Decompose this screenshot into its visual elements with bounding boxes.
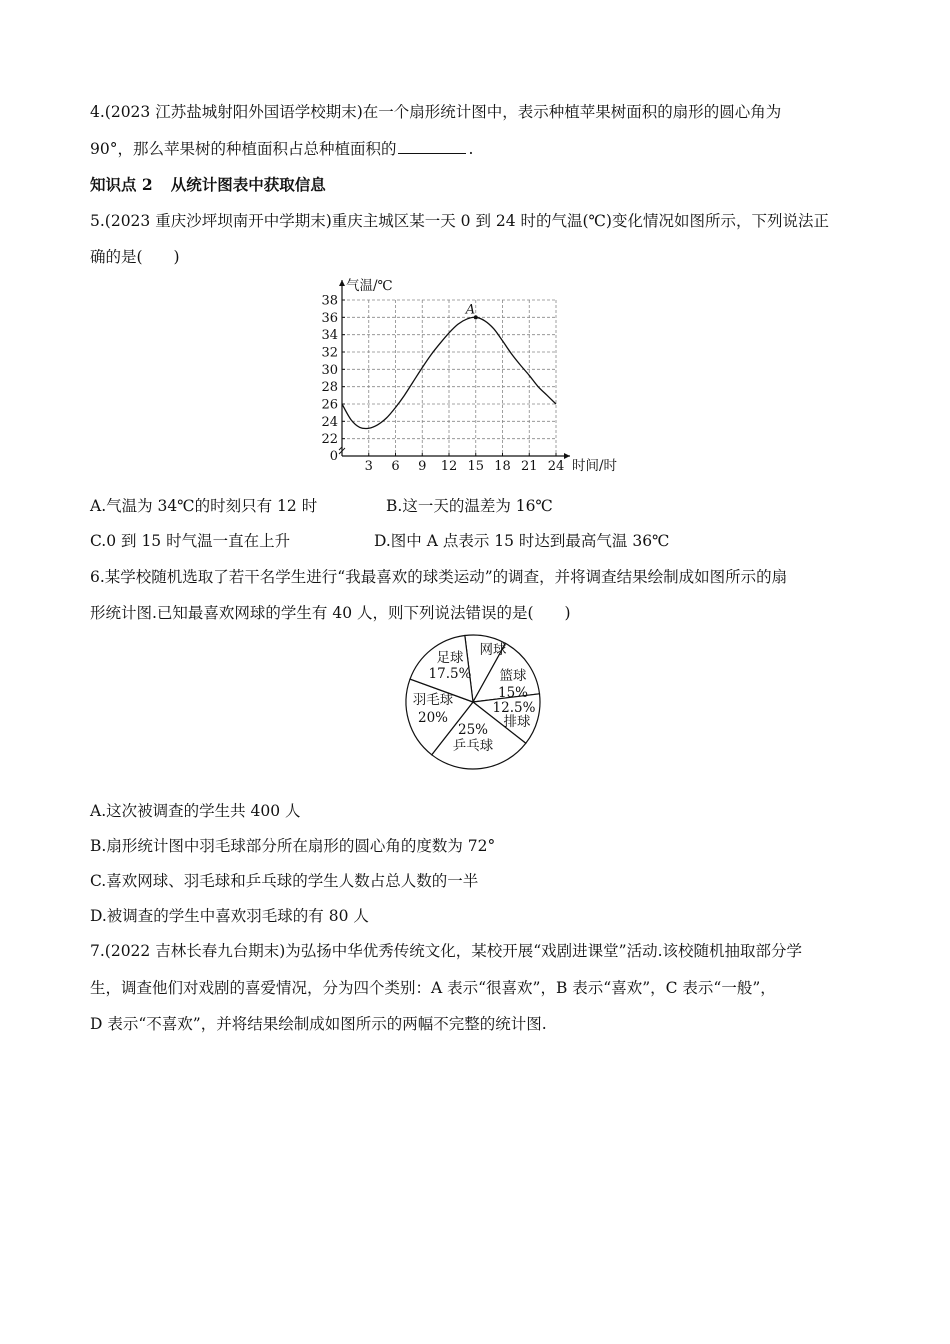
q6-option-a[interactable]: A.这次被调查的学生共 400 人 xyxy=(90,802,301,820)
y-tick-label: 32 xyxy=(321,345,338,361)
pie-label-pct: 20% xyxy=(417,710,449,726)
q6-option-c[interactable]: C.喜欢网球、羽毛球和乒乓球的学生人数占总人数的一半 xyxy=(90,872,479,890)
q5-option-b[interactable]: B.这一天的温差为 16℃ xyxy=(386,497,553,515)
temperature-line-chart xyxy=(320,272,640,478)
q4-line2-text: 90°，那么苹果树的种植面积占总种植面积的 xyxy=(90,140,397,158)
x-tick-label: 18 xyxy=(494,459,511,474)
knowledge-heading xyxy=(90,174,326,196)
x-tick-label: 15 xyxy=(467,459,485,474)
q5-option-a[interactable]: A.气温为 34℃的时刻只有 12 时 xyxy=(90,497,318,515)
pie-label-pct: 25% xyxy=(457,722,489,738)
q5-option-d[interactable]: D.图中 A 点表示 15 时达到最高气温 36℃ xyxy=(374,532,670,550)
y-axis-label: 气温/℃ xyxy=(346,278,393,294)
q6-option-b[interactable]: B.扇形统计图中羽毛球部分所在扇形的圆心角的度数为 72° xyxy=(90,837,496,855)
pie-label-pct: 17.5% xyxy=(428,666,472,682)
x-tick-label: 3 xyxy=(364,459,373,474)
q7-line2: 生，调查他们对戏剧的喜爱情况，分为四个类别：A 表示“很喜欢”，B 表示“喜欢”，C 表示“一般”， xyxy=(90,979,776,997)
q6-line2: 形统计图.已知最喜欢网球的学生有 40 人，则下列说法错误的是( ) xyxy=(90,604,571,622)
pie-label-pct: 15% xyxy=(497,685,529,701)
pie-label-pct: 12.5% xyxy=(492,700,536,716)
y-tick-label: 34 xyxy=(321,328,338,344)
q4-line2 xyxy=(90,138,473,160)
y-tick-label: 28 xyxy=(321,380,338,396)
pie-label-name: 足球 xyxy=(436,650,464,666)
chart-labels xyxy=(321,278,617,474)
x-tick-label: 9 xyxy=(418,459,427,474)
y-tick-label: 38 xyxy=(321,293,338,309)
x-tick-label: 21 xyxy=(520,459,538,474)
pie-label-name: 排球 xyxy=(503,714,531,730)
y-tick-label: 26 xyxy=(321,397,338,413)
sports-pie-chart xyxy=(400,632,550,772)
x-axis-label: 时间/时 xyxy=(572,458,618,474)
q4-line2-end: . xyxy=(468,140,474,158)
point-a-label: A xyxy=(465,302,476,318)
pie-label-name: 羽毛球 xyxy=(412,692,454,708)
x-tick-label: 6 xyxy=(391,459,400,474)
pie-label-name: 篮球 xyxy=(499,668,527,684)
q5-line1: 5.(2023 重庆沙坪坝南开中学期末)重庆主城区某一天 0 到 24 时的气温(℃)变化情况如图所示，下列说法正 xyxy=(90,212,829,230)
knowledge-label: 知识点 2 xyxy=(90,175,153,194)
q4-line1: 4.(2023 江苏盐城射阳外国语学校期末)在一个扇形统计图中，表示种植苹果树面积的扇形的圆心角为 xyxy=(90,103,782,121)
y-tick-label: 24 xyxy=(321,414,338,430)
q5-line2: 确的是( ) xyxy=(90,248,180,266)
x-tick-label: 12 xyxy=(440,459,458,474)
answer-blank xyxy=(398,139,466,154)
y-axis-arrow xyxy=(339,280,345,286)
q6-line1: 6.某学校随机选取了若干名学生进行“我最喜欢的球类运动”的调查，并将调查结果绘制成如图所示的扇 xyxy=(90,568,788,586)
y-tick-label: 30 xyxy=(321,362,338,378)
q7-line3: D 表示“不喜欢”，并将结果绘制成如图所示的两幅不完整的统计图. xyxy=(90,1015,547,1033)
origin-label: 0 xyxy=(329,449,338,464)
q7-line1: 7.(2022 吉林长春九台期末)为弘扬中华优秀传统文化，某校开展“戏剧进课堂”活动.该校随机抽取部分学 xyxy=(90,942,803,960)
pie-label-name: 乒乓球 xyxy=(452,738,494,754)
q6-option-d[interactable]: D.被调查的学生中喜欢羽毛球的有 80 人 xyxy=(90,907,369,925)
x-axis-arrow xyxy=(564,453,570,459)
x-tick-label: 24 xyxy=(547,459,565,474)
pie-label-name: 网球 xyxy=(479,642,507,658)
y-tick-label: 22 xyxy=(321,432,338,448)
knowledge-title: 从统计图表中获取信息 xyxy=(170,175,326,194)
y-tick-label: 36 xyxy=(321,310,338,326)
q5-option-c[interactable]: C.0 到 15 时气温一直在上升 xyxy=(90,532,291,550)
chart-grid xyxy=(342,300,556,456)
